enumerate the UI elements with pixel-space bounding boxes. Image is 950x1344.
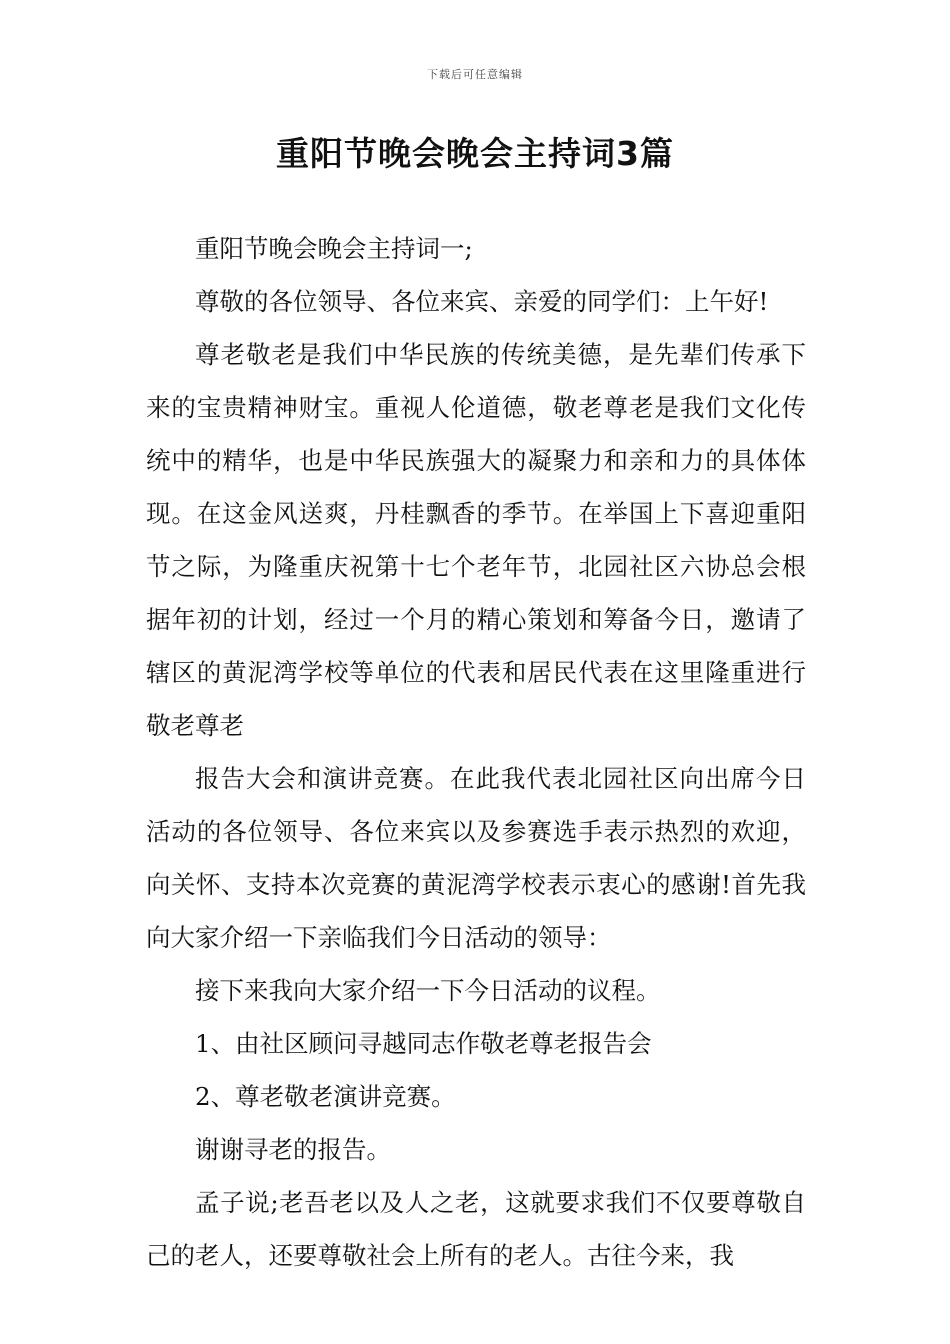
paragraph: 2、尊老敬老演讲竞赛。 — [195, 1082, 456, 1111]
paragraph: 尊老敬老是我们中华民族的传统美德，是先辈们传承下来的宝贵精神财宝。重视人伦道德，敬老尊老是我们文化传统中的精华，也是中华民族强大的凝聚力和亲和力的具体体现。在这金风送爽，丹桂飘香的季节。在举国上下喜迎重阳节之际，为隆重庆祝第十七个老年节，北园社区六协总会根据年初的计划，经过一个月的精心策划和筹备今日，邀请了辖区的黄泥湾学校等单位的代表和居民代表在这里隆重进行敬老尊老 — [146, 340, 806, 740]
header-note: 下载后可任意编辑 — [427, 68, 523, 81]
paragraph: 重阳节晚会晚会主持词一; — [195, 234, 473, 263]
paragraph: 尊敬的各位领导、各位来宾、亲爱的同学们：上午好! — [195, 287, 769, 316]
document-body — [146, 222, 806, 1282]
paragraph: 谢谢寻老的报告。 — [195, 1135, 391, 1164]
paragraph: 接下来我向大家介绍一下今日活动的议程。 — [195, 976, 661, 1005]
paragraph: 孟子说;老吾老以及人之老，这就要求我们不仅要尊敬自己的老人，还要尊敬社会上所有的老人。古往今来，我 — [146, 1188, 806, 1270]
document-title: 重阳节晚会晚会主持词3篇 — [276, 134, 674, 173]
paragraph: 1、由社区顾问寻越同志作敬老尊老报告会 — [195, 1029, 652, 1058]
paragraph: 报告大会和演讲竞赛。在此我代表北园社区向出席今日活动的各位领导、各位来宾以及参赛选手表示热烈的欢迎，向关怀、支持本次竞赛的黄泥湾学校表示衷心的感谢!首先我向大家介绍一下亲临我们今日活动的领导： — [146, 764, 806, 952]
